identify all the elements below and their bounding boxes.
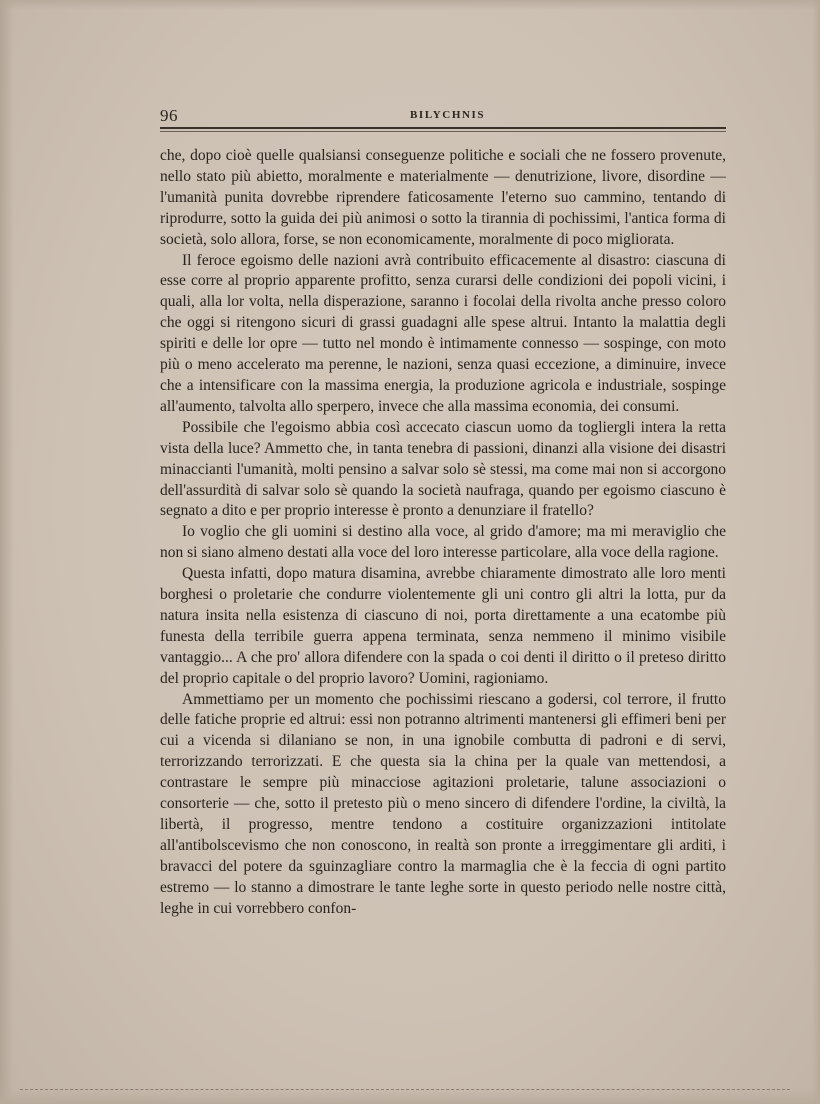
paragraph-2: Il feroce egoismo delle nazioni avrà contribuito efficacemente al disastro: ciascuna di esse corre al proprio apparente profitto, senza curarsi delle condizioni dei popoli vicini, i quali, alla lor volta, nella disperazione, saranno i focolai della rivolta anche presso coloro che oggi si ritengono sicuri di grassi guadagni alle spese altrui. Intanto la malattia degli spiriti e delle lor opre — tutto nel mondo è intimamente connesso — sospinge, con moto più o meno accelerato ma perenne, le nazioni, senza quasi eccezione, a diminuire, invece che a intensificare con la massima energia, la produzione agricola e industriale, sospinge all'aumento, talvolta allo sperpero, invece che alla massima economia, dei consumi. [160,251,726,415]
header-rule [160,127,726,129]
header-rule-thin [160,131,726,132]
running-title: BILYCHNIS [410,109,486,121]
page-number: 96 [160,106,178,125]
page-edge-shadow-right [812,0,820,1104]
paragraph-1: che, dopo cioè quelle qualsiansi conseguenze politiche e sociali che ne fossero provenute, nello stato più abietto, moralmente e materialmente — denutrizione, livore, disordine — l'umanità punita dovrebbe riprendere faticosamente l'eterno suo cammino, tentando di riprodurre, sotto la guida dei più animosi o sotto la tirannia di pochissimi, l'antica forma di società, solo allora, forse, se non economicamente, moralmente di poco migliorata. [160,147,726,248]
paragraph-3: Possibile che l'egoismo abbia così accecato ciascun uomo da togliergli intera la retta vista della luce? Ammetto che, in tanta tenebra di passioni, dinanzi alla visione dei disastri minaccianti l'umanità, molti pensino a salvar solo sè stessi, ma come mai non si accorgono dell'assurdità di salvar solo sè quando la società naufraga, quando per egoismo ciascuno è segnato a dito e per proprio interesse è pronto a denunziare il fratello? [160,418,726,520]
page-edge-shadow-top [0,0,820,10]
paragraph-6: Ammettiamo per un momento che pochissimi riescano a godersi, col terrore, il frutto delle fatiche proprie ed altrui: essi non potranno altrimenti mantenersi gli effimeri beni per cui a vicenda si dilaniano se non, in una ignobile combutta di padroni e di servi, terrorizzando terrorizzati. E che questa sia la china per la quale van mettendosi, a contrastare le sempre più minacciose agitazioni proletarie, talune associazioni o consorterie — che, sotto il pretesto più o meno sincero di difendere l'ordine, la civiltà, la libertà, il progresso, mentre tendono a costituire organizzazioni intitolate all'antibolscevismo che non conoscono, in realtà son pronte a irreggimentare gli arditi, i bravacci del potere da sguinzagliare contro la marmaglia che è la feccia di ogni partito estremo — lo stanno a dimostrare le tante leghe sorte in questo periodo nelle nostre città, leghe in cui vorrebbero confon- [160,690,726,917]
bottom-dashed-rule [20,1089,790,1090]
page-edge-shadow-bottom [0,1088,820,1104]
paragraph-5: Questa infatti, dopo matura disamina, avrebbe chiaramente dimostrato alle loro menti borghesi o proletarie che condurre violentemente gli uni contro gli altri la lotta, pur da natura insita nella esistenza di ciascuno di noi, porta direttamente a una ecatombe più funesta della terribile guerra appena terminata, senza nemmeno il minimo visibile vantaggio... A che pro' allora difendere con la spada o coi denti il diritto o il preteso diritto del proprio capitale o del proprio lavoro? Uomini, ragioniamo. [160,565,726,687]
paragraph-4: Io voglio che gli uomini si destino alla voce, al grido d'amore; ma mi meraviglio che non si siano almeno destati alla voce del loro interesse particolare, alla voce della ragione. [160,523,726,562]
page-edge-shadow-left [0,0,14,1104]
body-text [160,146,726,920]
